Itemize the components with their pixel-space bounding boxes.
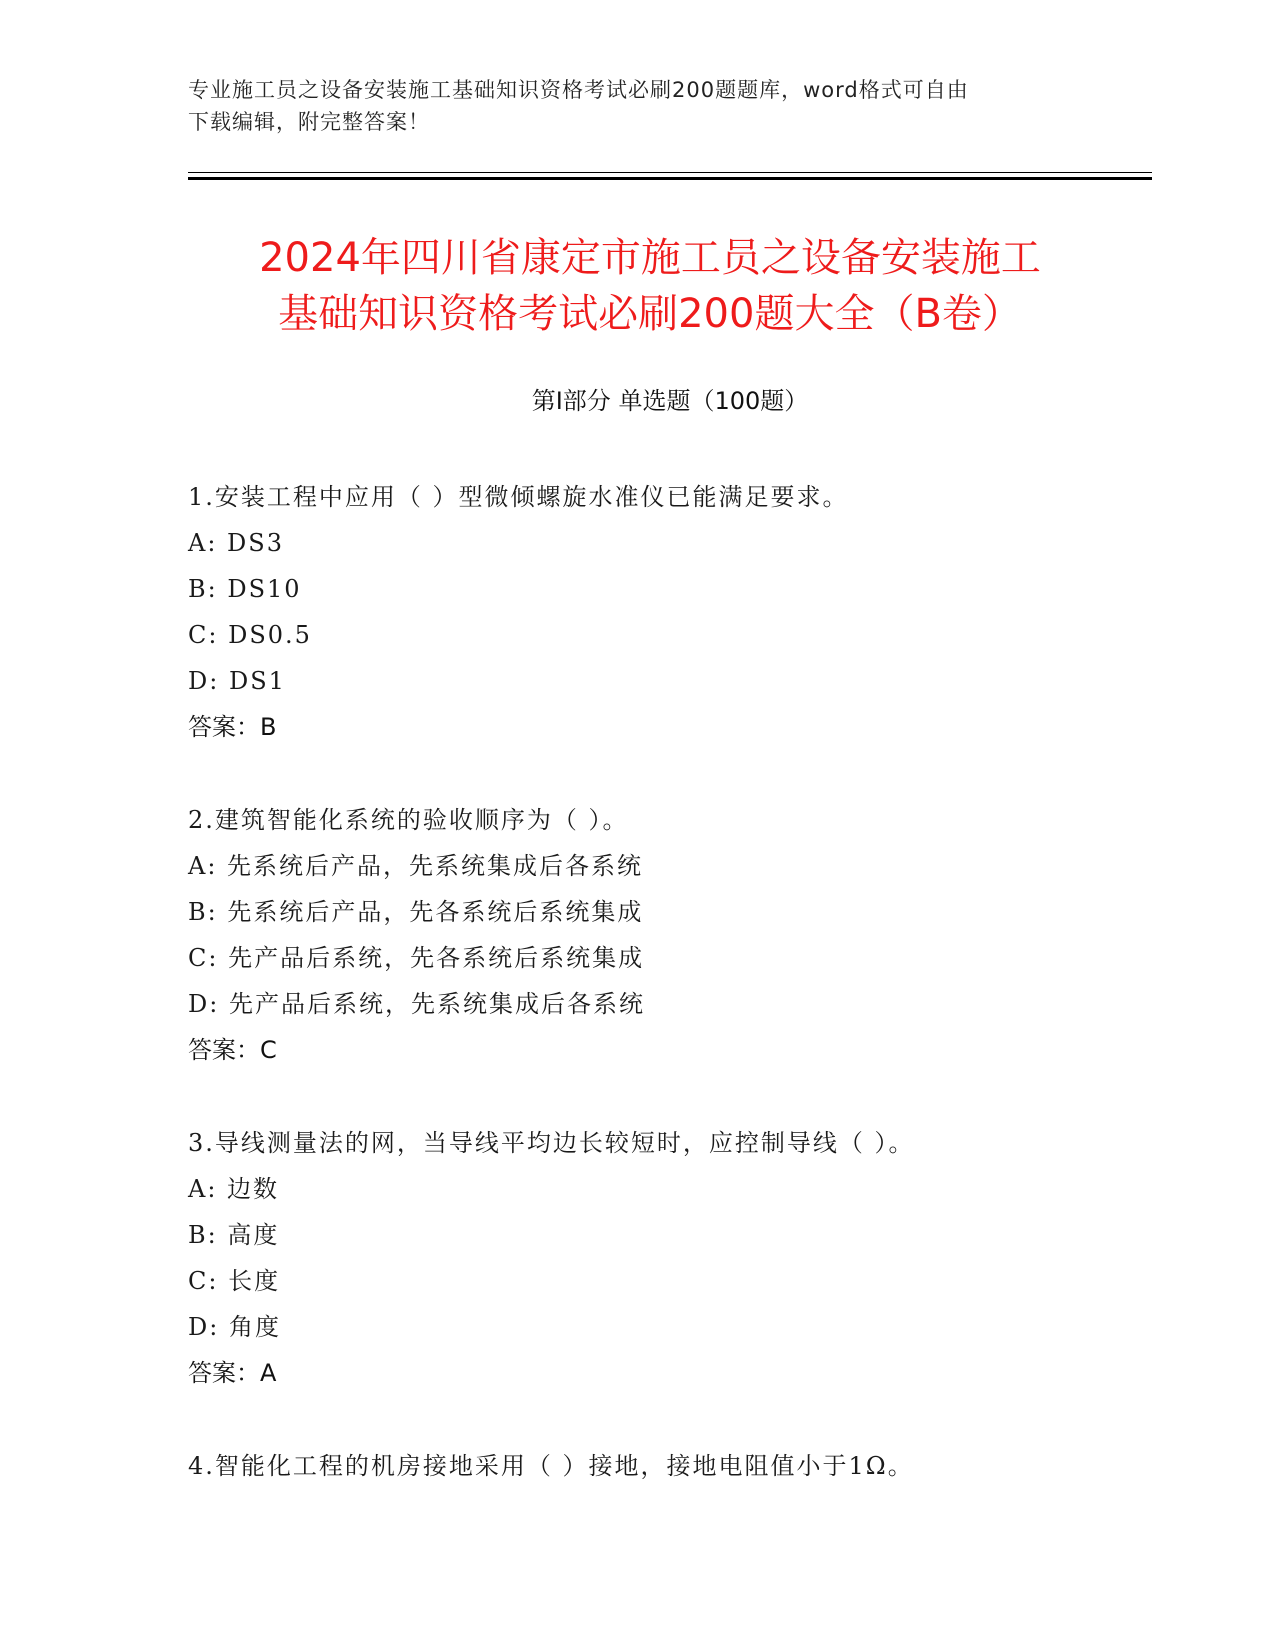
answer-line: 答案：A bbox=[188, 1359, 277, 1387]
option-a: A: 先系统后产品，先系统集成后各系统 bbox=[188, 852, 644, 880]
question-stem: 1.安装工程中应用（ ）型微倾螺旋水准仪已能满足要求。 bbox=[188, 483, 849, 511]
option-d: D: 角度 bbox=[188, 1313, 281, 1341]
question-stem: 2.建筑智能化系统的验收顺序为（ ）。 bbox=[188, 806, 629, 834]
header-note-line-2: 下载编辑，附完整答案！ bbox=[188, 110, 430, 134]
option-a: A: DS3 bbox=[188, 529, 284, 557]
document-header-note bbox=[188, 74, 1088, 138]
title-line-1: 2024年四川省康定市施工员之设备安装施工 bbox=[259, 235, 1041, 281]
option-b: B: 先系统后产品，先各系统后系统集成 bbox=[188, 898, 644, 926]
question-2 bbox=[188, 797, 1152, 1073]
header-divider-thin bbox=[188, 172, 1152, 173]
option-a: A: 边数 bbox=[188, 1175, 280, 1203]
question-list bbox=[188, 474, 1152, 1536]
answer-line: 答案：B bbox=[188, 713, 277, 741]
option-d: D: 先产品后系统，先系统集成后各系统 bbox=[188, 990, 645, 1018]
header-note-line-1: 专业施工员之设备安装施工基础知识资格考试必刷200题题库，word格式可自由 bbox=[188, 78, 969, 102]
section-heading: 第Ⅰ部分 单选题（100题） bbox=[531, 387, 809, 415]
question-stem: 4.智能化工程的机房接地采用（ ）接地，接地电阻值小于1Ω。 bbox=[188, 1452, 914, 1480]
question-1 bbox=[188, 474, 1152, 750]
option-c: C: DS0.5 bbox=[188, 621, 312, 649]
title-line-2: 基础知识资格考试必刷200题大全（B卷） bbox=[278, 291, 1022, 337]
answer-line: 答案：C bbox=[188, 1036, 277, 1064]
option-d: D: DS1 bbox=[188, 667, 286, 695]
document-title bbox=[190, 230, 1110, 342]
option-b: B: DS10 bbox=[188, 575, 302, 603]
question-4 bbox=[188, 1443, 1152, 1489]
option-c: C: 长度 bbox=[188, 1267, 281, 1295]
header-divider-thick bbox=[188, 177, 1152, 180]
question-stem: 3.导线测量法的网，当导线平均边长较短时，应控制导线（ ）。 bbox=[188, 1129, 915, 1157]
option-b: B: 高度 bbox=[188, 1221, 280, 1249]
question-3 bbox=[188, 1120, 1152, 1396]
option-c: C: 先产品后系统，先各系统后系统集成 bbox=[188, 944, 645, 972]
